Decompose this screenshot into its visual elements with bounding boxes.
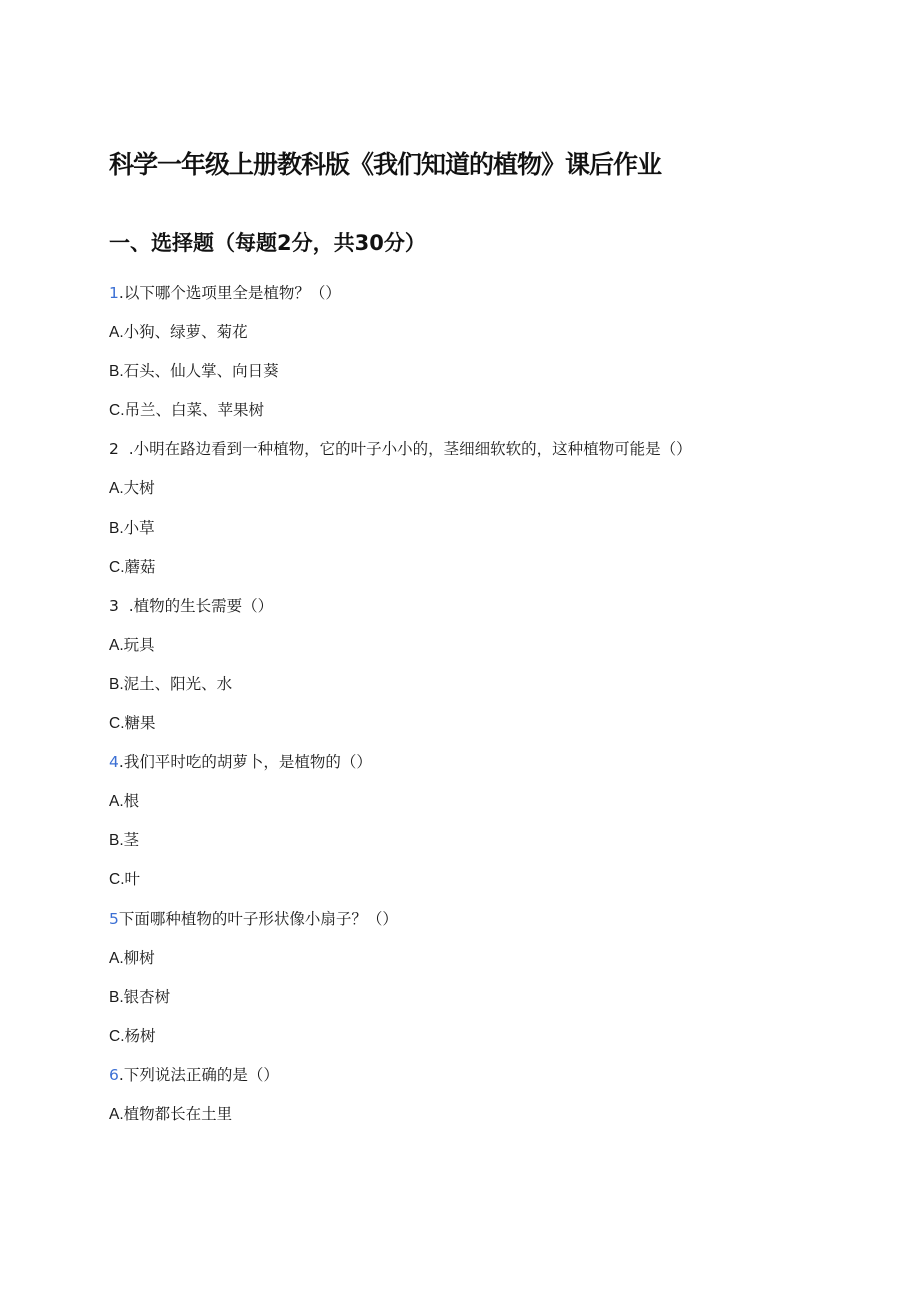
document-title: 科学一年级上册教科版《我们知道的植物》课后作业 <box>109 150 662 179</box>
answer-option <box>109 867 809 906</box>
option-text: 小草 <box>123 518 155 537</box>
answer-option <box>109 711 809 750</box>
option-text: 杨树 <box>124 1026 156 1045</box>
question-number: 1 <box>109 284 119 302</box>
question-number: 4 <box>109 753 119 772</box>
option-letter: A. <box>109 636 124 654</box>
answer-option <box>109 516 809 555</box>
section-heading: 一、选择题（每题2分，共30分） <box>109 231 426 255</box>
answer-option <box>109 985 809 1024</box>
option-text: 大树 <box>123 479 155 498</box>
option-letter: A. <box>109 1105 124 1123</box>
answer-option <box>109 359 809 398</box>
option-text: 茎 <box>123 831 140 850</box>
answer-option <box>109 1024 809 1063</box>
option-letter: A. <box>109 480 124 498</box>
question-4 <box>109 750 809 789</box>
question-text: 下列说法正确的是（） <box>123 1065 279 1084</box>
question-separator: . <box>118 753 124 772</box>
option-letter: C. <box>109 402 125 420</box>
option-letter: B. <box>109 363 124 381</box>
question-5 <box>109 907 809 946</box>
option-text: 柳树 <box>123 948 155 967</box>
option-letter: C. <box>109 871 125 889</box>
question-number: 3 <box>109 596 119 615</box>
option-text: 根 <box>123 792 140 811</box>
option-text: 吊兰、白菜、苹果树 <box>124 401 265 420</box>
option-text: 石头、仙人掌、向日葵 <box>123 362 279 381</box>
option-text: 蘑菇 <box>124 557 156 576</box>
option-text: 玩具 <box>123 635 155 654</box>
question-separator: . <box>118 284 124 302</box>
answer-option <box>109 946 809 985</box>
question-separator: . <box>118 596 134 615</box>
option-letter: B. <box>109 675 124 693</box>
question-number: 2 <box>109 440 119 459</box>
option-text: 银杏树 <box>123 987 171 1006</box>
option-text: 叶 <box>124 870 141 889</box>
option-text: 植物都长在土里 <box>123 1104 233 1123</box>
option-letter: A. <box>109 324 124 342</box>
option-text: 泥土、阳光、水 <box>123 674 233 693</box>
question-text: 下面哪种植物的叶子形状像小扇子？（） <box>118 909 398 928</box>
option-letter: A. <box>109 949 124 967</box>
option-letter: B. <box>109 988 124 1006</box>
answer-option <box>109 789 809 828</box>
question-6 <box>109 1063 809 1102</box>
option-letter: C. <box>109 558 125 576</box>
answer-option <box>109 555 809 594</box>
answer-option <box>109 398 809 437</box>
option-letter: B. <box>109 519 124 537</box>
question-1 <box>109 281 809 320</box>
question-text: 小明在路边看到一种植物，它的叶子小小的，茎细细软软的，这种植物可能是（） <box>133 440 692 459</box>
option-text: 糖果 <box>124 714 156 733</box>
answer-option <box>109 476 809 515</box>
answer-option <box>109 672 809 711</box>
question-number: 5 <box>109 909 119 928</box>
question-separator: . <box>118 1065 124 1084</box>
option-letter: A. <box>109 793 124 811</box>
question-text: 我们平时吃的胡萝卜，是植物的（） <box>123 753 372 772</box>
option-letter: B. <box>109 832 124 850</box>
question-2 <box>109 437 809 476</box>
answer-option <box>109 633 809 672</box>
question-number: 6 <box>109 1065 119 1084</box>
question-text: 以下哪个选项里全是植物？（） <box>123 284 341 302</box>
answer-option <box>109 320 809 359</box>
question-separator: . <box>118 440 134 459</box>
question-text: 植物的生长需要（） <box>133 596 274 615</box>
answer-option <box>109 828 809 867</box>
answer-option <box>109 1102 809 1141</box>
question-list <box>109 281 809 1141</box>
option-letter: C. <box>109 715 125 733</box>
question-3 <box>109 594 809 633</box>
option-text: 小狗、绿萝、菊花 <box>123 323 248 342</box>
option-letter: C. <box>109 1027 125 1045</box>
